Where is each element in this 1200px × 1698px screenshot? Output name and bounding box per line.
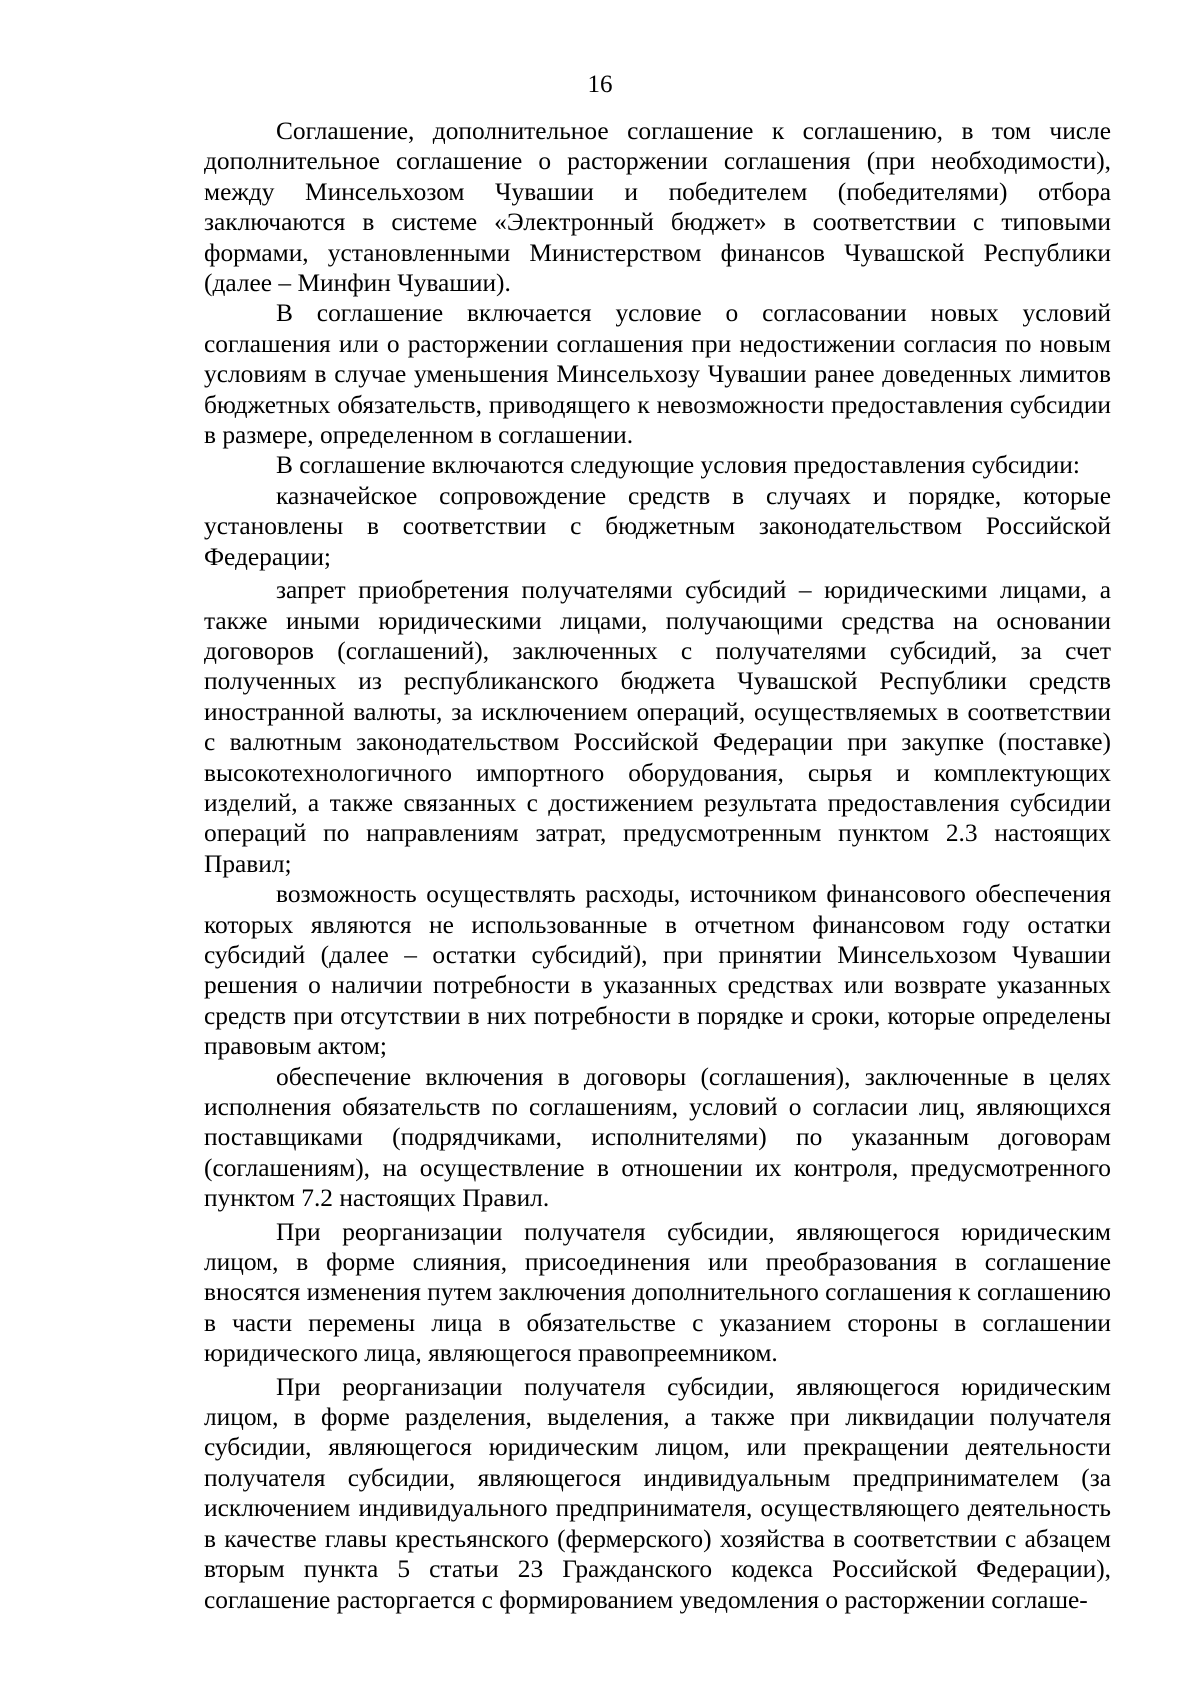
paragraph-conditions-intro: В соглашение включаются следующие условия предоставления субсидии: — [276, 451, 1080, 480]
document-body — [204, 116, 1111, 1615]
paragraph-reorganization-merger: При реорганизации получателя субсидии, являющегося юридическим лицом, в форме слияния, присоединения или преобразования в соглашение вносятся изменения путем заключения дополнительного соглашения к соглашению в части перемены лица в обязательстве с указанием стороны в соглашении юридического лица, являющегося правопреемником. — [204, 1217, 1111, 1368]
paragraph-currency-ban: запрет приобретения получателями субсидий – юридическими лицами, а также иными юридическими лицами, получающими средства на основании договоров (соглашений), заключенных с получателями субсидий, за счет полученных из республиканского бюджета Чувашской Республики средств иностранной валюты, за исключением операций, осуществляемых в соответствии с валютным законодательством Российской Федерации при закупке (поставке) высокотехнологичного импортного оборудования, сырья и комплектующих изделий, а также связанных с достижением результата предоставления субсидии операций по направлениям затрат, предусмотренным пунктом 2.3 настоящих Правил; — [204, 576, 1111, 878]
paragraph-agreement-conclusion: Соглашение, дополнительное соглашение к соглашению, в том числе дополнительное соглашение о расторжении соглашения (при необходимости), между Минсельхозом Чувашии и победителем (победителями) отбора заключаются в системе «Электронный бюджет» в соответствии с типовыми формами, установленными Министерством финансов Чувашской Республики (далее – Минфин Чувашии). — [204, 117, 1111, 298]
paragraph-treasury-support: казначейское сопровождение средств в случаях и порядке, которые установлены в соответствии с бюджетным законодательством Российской Федерации; — [204, 481, 1111, 571]
page-number: 16 — [587, 71, 613, 98]
paragraph-reorganization-division: При реорганизации получателя субсидии, являющегося юридическим лицом, в форме разделения, выделения, а также при ликвидации получателя субсидии, являющегося юридическим лицом, или прекращении деятельности получателя субсидии, являющегося индивидуальным предпринимателем (за исключением индивидуального предпринимателя, осуществляющего деятельность в качестве главы крестьянского (фермерского) хозяйства в соответствии с абзацем вторым пункта 5 статьи 23 Гражданского кодекса Российской Федерации), соглашение расторгается с формированием уведомления о расторжении соглаше- — [204, 1372, 1111, 1614]
paragraph-new-conditions: В соглашение включается условие о согласовании новых условий соглашения или о расторжении соглашения при недостижении согласия по новым условиям в случае уменьшения Минсельхозу Чувашии ранее доведенных лимитов бюджетных обязательств, приводящего к невозможности предоставления субсидии в размере, определенном в соглашении. — [204, 299, 1111, 450]
paragraph-residual-funds: возможность осуществлять расходы, источником финансового обеспечения которых являются не использованные в отчетном финансовом году остатки субсидий (далее – остатки субсидий), при принятии Минсельхозом Чувашии решения о наличии потребности в указанных средствах или возврате указанных средств при отсутствии в них потребности в порядке и сроки, которые определены правовым актом; — [204, 880, 1111, 1061]
paragraph-supplier-consent: обеспечение включения в договоры (соглашения), заключенные в целях исполнения обязательств по соглашениям, условий о согласии лиц, являющихся поставщиками (подрядчиками, исполнителями) по указанным договорам (соглашениям), на осуществление в отношении их контроля, предусмотренного пунктом 7.2 настоящих Правил. — [204, 1062, 1111, 1213]
